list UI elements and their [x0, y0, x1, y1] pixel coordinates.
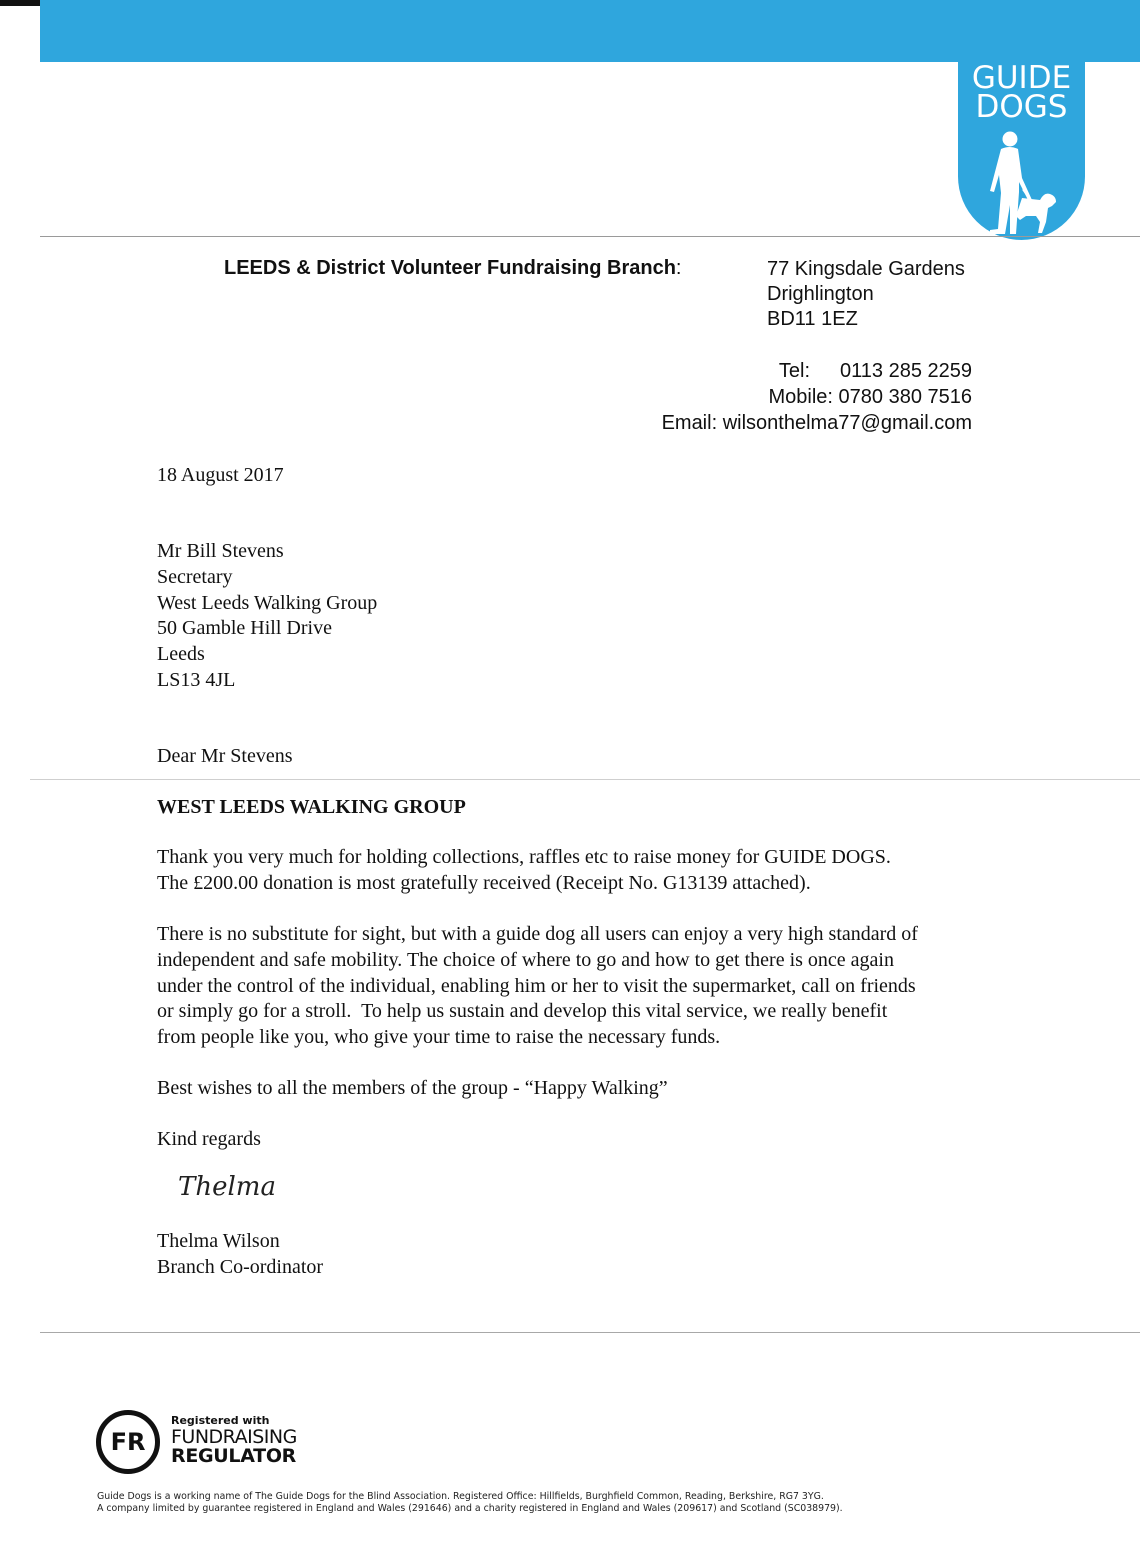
- recipient-address: Mr Bill Stevens Secretary West Leeds Walking Group 50 Gamble Hill Drive Leeds LS13 4JL: [157, 540, 378, 691]
- person-with-guide-dog-icon: [986, 130, 1058, 235]
- fundraising-regulator-badge: FR Registered with FUNDRAISING REGULATOR: [96, 1410, 160, 1474]
- address-line: 77 Kingsdale Gardens: [767, 258, 965, 280]
- body-paragraph: There is no substitute for sight, but with a guide dog all users can enjoy a very high standard of independent and safe mobility. The choice of where to go and how to get there is once again under the control of the individual, enabling him or her to visit the supermarket, call on friends or simply go for a stroll. To help us sustain and develop this vital service, we really benefit from people like you, who give your time to raise the necessary funds.: [157, 923, 918, 1049]
- letter-date: 18 August 2017: [157, 464, 284, 486]
- paper-fold: [30, 779, 1140, 780]
- header-divider: [40, 236, 1140, 237]
- fr-circle-icon: FR: [96, 1410, 160, 1474]
- signer-name: Thelma Wilson: [157, 1230, 280, 1252]
- scan-corner: [0, 0, 40, 6]
- address-line: Drighlington: [767, 283, 874, 305]
- body-paragraph: Thank you very much for holding collections, raffles etc to raise money for GUIDE DOGS. The £200.00 donation is most gratefully received (Receipt No. G13139 attached).: [157, 846, 891, 894]
- contact-email: Email: wilsonthelma77@gmail.com: [661, 412, 972, 434]
- branch-name: LEEDS & District Volunteer Fundraising Branch:: [224, 257, 682, 279]
- handwritten-signature: Thelma: [178, 1172, 276, 1202]
- body-paragraph: Best wishes to all the members of the group - “Happy Walking”: [157, 1077, 668, 1099]
- branch-address: [767, 257, 965, 332]
- signer-block: [157, 1229, 323, 1281]
- contact-details: [662, 358, 972, 436]
- footer-divider: [40, 1332, 1140, 1333]
- legal-footer: Guide Dogs is a working name of The Guide Dogs for the Blind Association. Registered Office: Hillfields, Burghfield Common, Reading, Berkshire, RG7 3YG. A company limited by guarantee registered in England and Wales (291646) and a charity registered in England and Wales (209617) and Scotland (SC038979).: [97, 1491, 843, 1514]
- closing: Kind regards: [157, 1128, 261, 1150]
- logo-wordmark: GUIDE DOGS: [971, 60, 1072, 125]
- email-link[interactable]: wilsonthelma77@gmail.com: [722, 412, 972, 434]
- contact-tel: Tel: 0113 285 2259: [778, 360, 972, 382]
- contact-mobile: Mobile: 0780 380 7516: [768, 386, 972, 408]
- address-line: BD11 1EZ: [767, 308, 858, 330]
- signer-title: Branch Co-ordinator: [157, 1255, 324, 1278]
- subject-heading: WEST LEEDS WALKING GROUP: [157, 796, 466, 818]
- guide-dogs-logo: [958, 0, 1085, 240]
- salutation: Dear Mr Stevens: [157, 745, 293, 767]
